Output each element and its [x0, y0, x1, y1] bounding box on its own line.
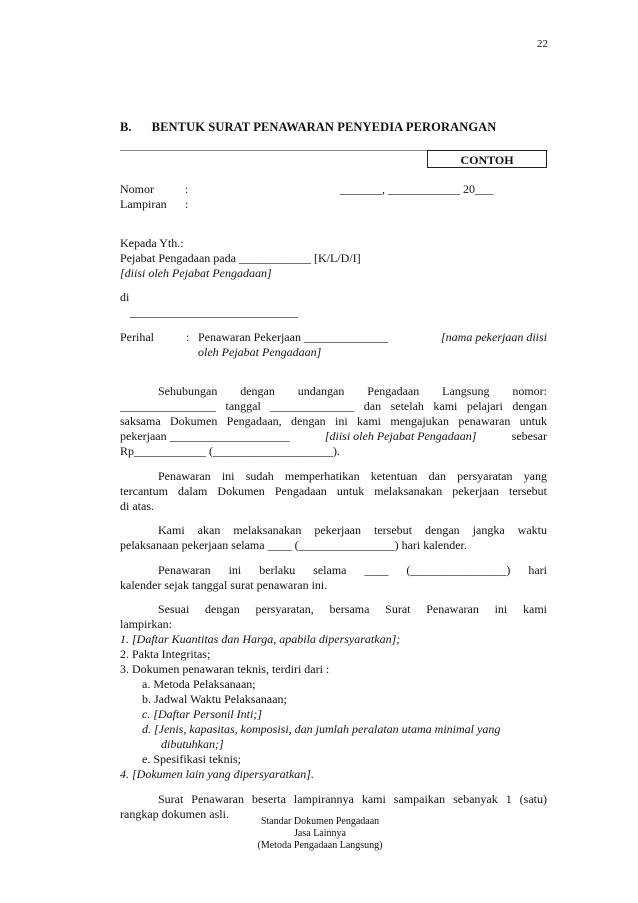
list-item-1: 1. [Daftar Kuantitas dan Harga, apabila dipersyaratkan]; [120, 632, 401, 646]
para2-line1: Penawaran ini sudah memperhatikan ketentuan dan persyaratan yang [158, 469, 547, 483]
para1-line3: saksama Dokumen Pengadaan, dengan ini kami mengajukan penawaran untuk [120, 414, 547, 428]
footer-line2: Jasa Lainnya [294, 828, 346, 839]
nomor-colon: : [185, 182, 189, 196]
para6-line2: rangkap dokumen asli. [120, 807, 229, 821]
recipient-di: di [120, 290, 130, 304]
list-item-3d-cont: dibutuhkan;] [161, 737, 224, 751]
lampiran-label: Lampiran [120, 197, 167, 211]
list-item-3a: a. Metoda Pelaksanaan; [142, 677, 256, 691]
list-item-3b: b. Jadwal Waktu Pelaksanaan; [142, 692, 287, 706]
para2-line2: tercantum dalam Dokumen Pengadaan untuk melaksanakan pekerjaan tersebut [120, 484, 547, 498]
para2-line3: di atas. [120, 499, 154, 513]
section-title [120, 120, 496, 135]
footer-line1: Standar Dokumen Pengadaan [260, 816, 380, 827]
para3-line1: Kami akan melaksanakan pekerjaan tersebut dengan jangka waktu [158, 523, 547, 537]
para4-line2: kalender sejak tanggal surat penawaran ini. [120, 578, 328, 592]
perihal-subject [198, 330, 547, 345]
para1-line4-c: sebesar [511, 429, 547, 443]
perihal-subject-note: [nama pekerjaan diisi [441, 330, 547, 344]
list-item-4: 4. [Dokumen lain yang dipersyaratkan]. [120, 767, 314, 781]
perihal-subject-text: Penawaran Pekerjaan ______________ [198, 330, 388, 344]
section-letter: B. [120, 120, 132, 134]
lampiran-colon: : [185, 197, 189, 211]
list-item-3c: c. [Daftar Personil Inti;] [142, 707, 262, 721]
footer-line3: (Metoda Pengadaan Langsung) [257, 840, 383, 851]
para1-line5: Rp____________ (____________________). [120, 444, 340, 458]
para6-line1: Surat Penawaran beserta lampirannya kami sampaikan sebanyak 1 (satu) [158, 792, 547, 806]
para4-line1: Penawaran ini berlaku selama ____ (________________) hari [158, 563, 547, 577]
perihal-subject-note-cont: oleh Pejabat Pengadaan] [198, 345, 322, 359]
list-item-3d: d. [Jenis, kapasitas, komposisi, dan jumlah peralatan utama minimal yang [142, 722, 501, 736]
recipient-note: [diisi oleh Pejabat Pengadaan] [120, 266, 272, 280]
para3-line2: pelaksanaan pekerjaan selama ____ (________________) hari kalender. [120, 538, 467, 552]
recipient-greeting: Kepada Yth.: [120, 236, 184, 250]
list-item-2: 2. Pakta Integritas; [120, 647, 211, 661]
para5-line1: Sesuai dengan persyaratan, bersama Surat Penawaran ini kami [158, 602, 547, 616]
para1-line4 [120, 429, 547, 444]
recipient-location-line: ____________________________ [130, 305, 298, 319]
recipient-office: Pejabat Pengadaan pada ____________ [K/L/D/I] [120, 251, 361, 265]
date-line: _______, ____________ 20___ [340, 182, 493, 196]
para1-line2: ________________ tanggal ______________ dan setelah kami pelajari dengan [120, 399, 547, 413]
para1-line1: Sehubungan dengan undangan Pengadaan Langsung nomor: [158, 384, 547, 398]
para1-line4-b: [diisi oleh Pejabat Pengadaan] [324, 429, 477, 443]
page-number: 22 [537, 38, 548, 50]
para5-line2: lampirkan: [120, 617, 172, 631]
contoh-badge: CONTOH [427, 150, 547, 168]
list-item-3e: e. Spesifikasi teknis; [142, 752, 241, 766]
perihal-colon: : [186, 330, 190, 344]
section-title-text: BENTUK SURAT PENAWARAN PENYEDIA PERORANGAN [151, 120, 497, 134]
page-footer [220, 816, 420, 852]
nomor-label: Nomor [120, 182, 154, 196]
perihal-label: Perihal [120, 330, 154, 344]
para1-line4-a: pekerjaan ____________________ [120, 429, 290, 443]
list-item-3: 3. Dokumen penawaran teknis, terdiri dari : [120, 662, 330, 676]
